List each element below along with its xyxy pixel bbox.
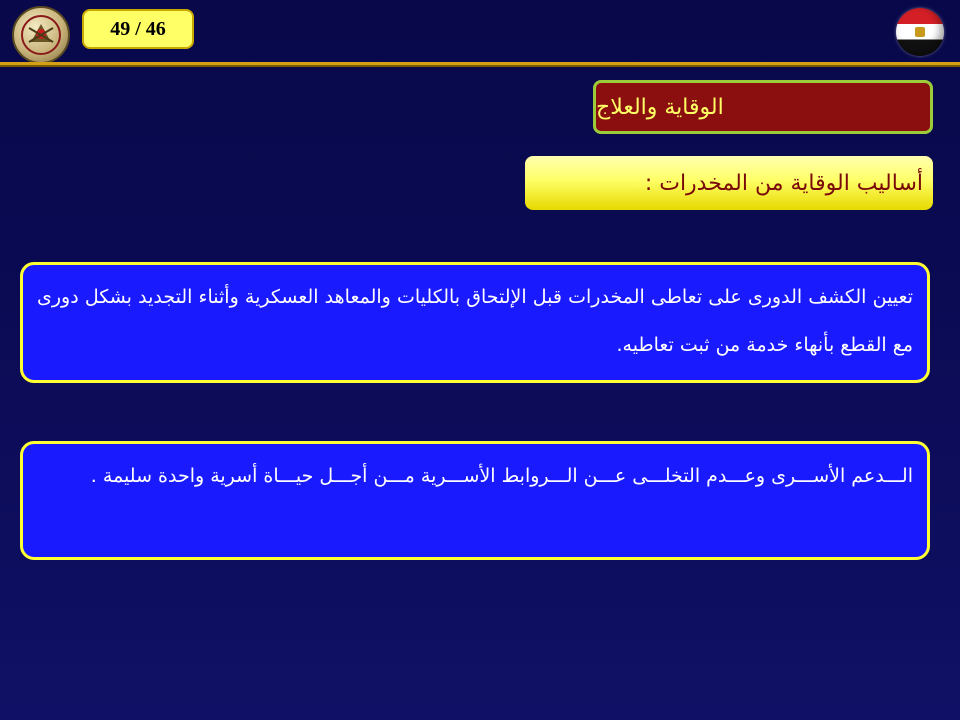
text-card: الـــدعم الأســـرى وعـــدم التخلـــى عـــن الـــروابط الأســـرية مـــن أجـــل حيـــاة أسرية واحدة سليمة . xyxy=(20,441,930,560)
military-emblem-icon xyxy=(12,6,70,64)
header-divider xyxy=(0,62,960,67)
page-counter: 49 / 46 xyxy=(82,9,194,49)
eagle-emblem-icon xyxy=(915,27,925,37)
egypt-flag-icon xyxy=(896,8,944,56)
subtitle: أساليب الوقاية من المخدرات : xyxy=(525,156,933,210)
text-card: تعيين الكشف الدورى على تعاطى المخدرات قبل الإلتحاق بالكليات والمعاهد العسكرية وأثناء التجديد بشكل دورى مع القطع بأنهاء خدمة من ثبت تعاطيه. xyxy=(20,262,930,383)
section-title: الوقاية والعلاج xyxy=(593,80,933,134)
